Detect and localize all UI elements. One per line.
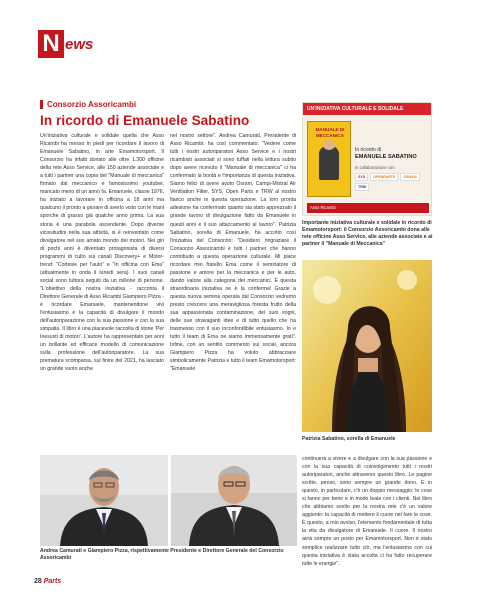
news-logo-text: ews <box>65 36 94 53</box>
book-advertisement <box>302 102 432 216</box>
pizza-photo <box>171 455 297 546</box>
ad-footer: Asso Ricambi <box>307 203 429 213</box>
article-column-3: continuerà a vivere e a divulgare con la sua passione e con la sua capacità di coinvolgimento tutti i nostri autoriparatori, anche attraverso questo libro. Le pagine scritte, penso, sono sempre un grande dono. E in questo, in particolare, c'è un doppio messaggio: le cose si fanno per bene e in modo leale con i clienti. Nel libro che abbiamo scelto per la nostra rete c'è un valore aggiunto: la capacità di mettere il cuore nel fare le cose. È questo, a mio avviso, l'elemento fondamentale di tutta la vita da divulgatore di Emanuele. Il cuore. Il nostro avrà sempre un posto per Emamotorsport. Non è stato semplice realizzare tutto ciò, ma l'entusiasmo con cui questa iniziativa è stata accolta ci ha fatto recuperare tutte le energie". <box>302 456 432 567</box>
patrizia-photo-image <box>302 260 432 432</box>
page-footer <box>34 578 61 585</box>
news-logo-letter: N <box>38 30 64 58</box>
ad-collab: In collaborazione con <box>355 165 395 170</box>
section-tag-bar <box>40 100 43 109</box>
publication-name: Parts <box>43 578 62 585</box>
ad-name: EMANUELE SABATINO <box>355 154 417 160</box>
book-cover <box>307 121 351 197</box>
book-cover-title: MANUALE DI MECCANICA <box>315 127 345 138</box>
camurati-photo-image <box>40 455 168 546</box>
article-column-1: Un'iniziativa culturale e solidale quella che Asso Ricambi ha messo in piedi per ricordare il lavoro di Emanuele Sabatino, in arte Emamotorsport. Il Consorzio ha infatti donato alle oltre 1.300 officine della rete Asso Service, alle 150 aziende associate e a tutti i partner una copia del "Manuale di meccanica" firmato dal meccanico e famosissimo youtuber, mancato meno di un anno fa. Emanuele, classe 1976, ha iniziato a lavorare in officina a 18 anni ma qualcuno il pronto a giurare di averlo visto con le mani sporche di grasso già qualche anno prima. La sua storia è una parabola ascendente. Dopo diverse vicissitudini nella sua attività, si è reinventato come divulgatore nel suo amato mondo dei motori. Nei giri di pochi anni è diventato protagonista di diversi programmi di culto sui canali Discovery+ e Motor-trend: "Cortesie per l'auto" e "In officina con Ema" (attualmente in onda il lunedì sera). I suoi canali social sono tuttora seguiti da un milione di persone. "L'obiettivo della nostra iniziativa - racconta il Direttore Generale di Asso Ricambi Giampiero Pizza - è ricordare Emanuele, mantenendone vivi l'entusiasmo e la capacità di divulgare il mondo dell'autoriparazione con la sua passione e con la sua simpatia. Il libro è una piacevole raccolta di storie 'Per Inesusti di motori'. L'autore ha rappresentato per anni un brillante ed efficace modello di comunicazione sulla professione dell'autoriparatore. La sua prematura scomparsa, sul finire del 2021, ha lasciato un grande vuoto anche <box>40 133 164 373</box>
book-cover-head <box>323 140 335 150</box>
ad-banner: UN'INIZIATIVA CULTURALE E SOLIDALE <box>303 103 432 115</box>
section-tag <box>40 100 136 109</box>
patrizia-photo <box>302 260 432 432</box>
news-logo <box>38 30 108 60</box>
sponsor-logo: OSRAM <box>400 173 419 181</box>
page-number: 28 <box>34 578 42 585</box>
ad-sponsor-logos <box>355 173 431 191</box>
camurati-photo <box>40 455 168 546</box>
book-cover-figure <box>319 146 339 180</box>
ad-caption: Importante iniziativa culturale e solidale in ricordo di Emamotorsport: il Consorzio Assoricambi dona alle rete officine Asso Service, alle aziende associate e ai partner il "Manuale di Meccanica" <box>302 220 433 247</box>
sponsor-logo: OPENPARTS <box>370 173 398 181</box>
patrizia-caption: Patrizia Sabatino, sorella di Emanuele <box>302 436 396 442</box>
sponsor-logo: SYS <box>355 173 368 181</box>
men-caption: Andrea Camurati e Giampiero Pizza, rispettivamente Presidente e Direttore Generale del Consorzio Assoricambi <box>40 548 284 561</box>
ad-in-ricordo: In ricordo di <box>355 147 382 153</box>
sponsor-logo: TRW <box>355 183 369 191</box>
article-column-2: nel nostro settore". Andrea Camurati, Presidente di Asso Ricambi, ha così commentato: "Vedere come tutti i nostri autoriparatori Asso Service e i nostri ricambisti associati si sono tuffati nella lettura subito dopo avere ricevuto il "Manuale di meccanica" ci ha confermato la bontà e l'importanza di questa iniziativa. Siamo felici di avere avuto Osram, Campi-Mistral Air Ventilation Filter, SYS, Open Parts e TRW al nostro fianco anche in questa operazione. La loro pronta adesione ha confermato quanto sia stato apprezzato il grande lavoro di divulgazione fatto da Emanuele in questi anni e il suo attaccamento al lavoro". Patrizia Sabatino, sorella di Emanuele, ha accolto così l'iniziativa del Consorzio: "Desidero ringraziare il Consorzio Assoricambi e tutti i partner che hanno contribuito a questa operazione culturale. Mi piace ricordare mio fratello Ema come il seminatore di passione e amore per la meccanica e per le auto, dando valore alla categoria dei meccanici. È questa straordinaria iniziativa ne è la conferma! Grazie a questa nuova semina operata dal Consorzio vedremo presto crescere una meravigliosa foresta frutto della sua appassionata contaminazione, dei suoi sogni, delle sue stravaganti idee e di tutto quello che ha trasmesso con il suo inconfondibile entusiasmo. Io e tutto il team di Ema ne siamo immensamente grati". Infine, con un sentito commento sui social, ancora Giampiero Pizza ha voluto abbracciare simbolicamente Patrizia e tutto il team Emamotorsport: "Emanuele <box>170 133 296 373</box>
section-tag-label: Consorzio Assoricambi <box>47 100 137 109</box>
article-headline: In ricordo di Emanuele Sabatino <box>40 113 250 128</box>
pizza-photo-image <box>171 455 297 546</box>
